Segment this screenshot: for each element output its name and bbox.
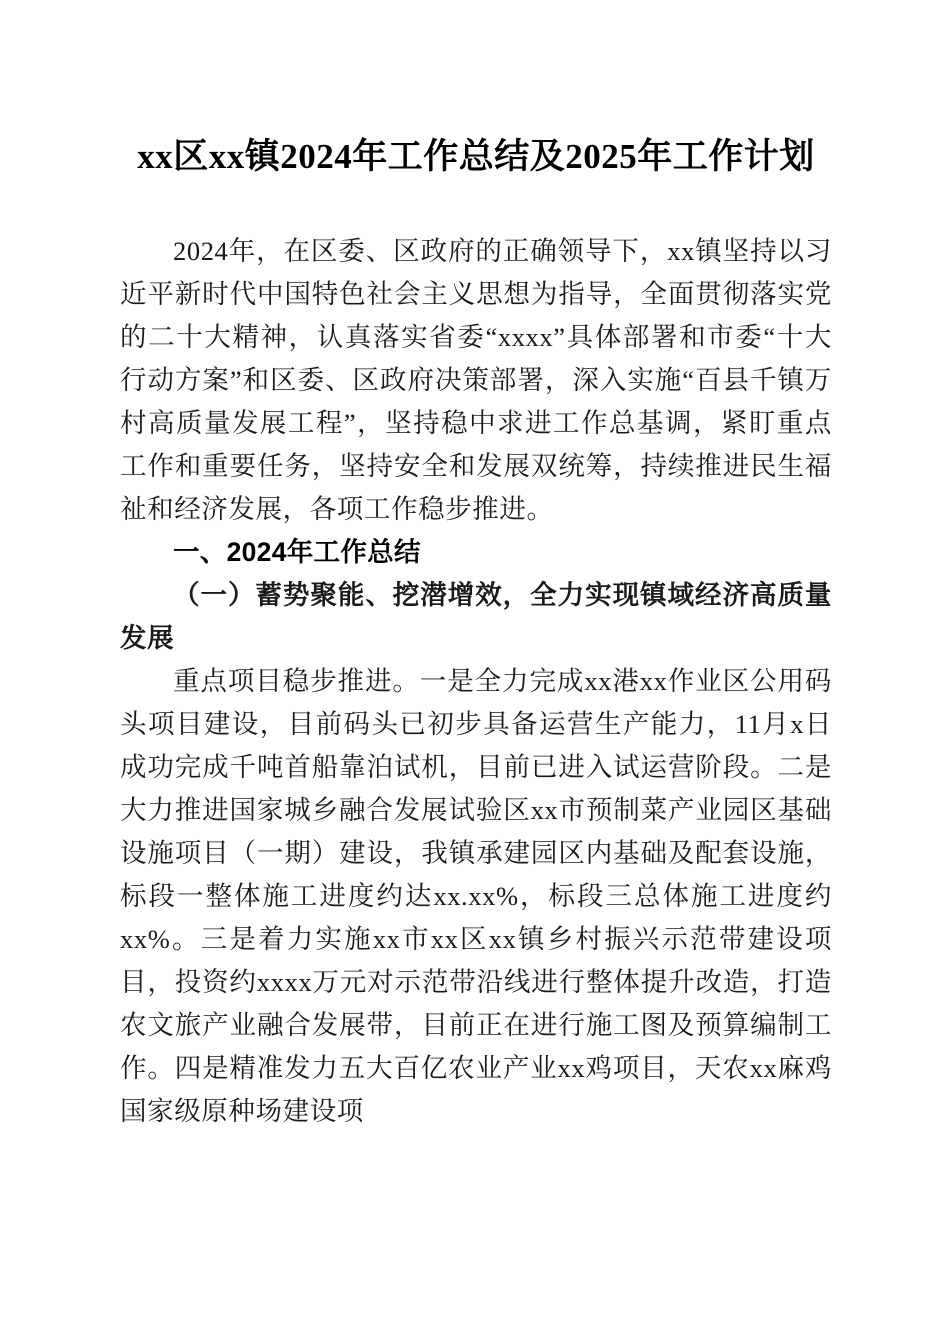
section-heading-1-1: （一）蓄势聚能、挖潜增效，全力实现镇域经济高质量发展 [120,580,832,653]
section-heading-1: 一、2024年工作总结 [173,537,421,567]
intro-paragraph: 2024年，在区委、区政府的正确领导下，xx镇坚持以习近平新时代中国特色社会主义思想为指导，全面贯彻落实党的二十大精神，认真落实省委“xxxx”具体部署和市委“十大行动方案”和区委、区政府决策部署，深入实施“百县千镇万村高质量发展工程”，坚持稳中求进工作总基调，紧盯重点工作和重要任务，坚持安全和发展双统筹，持续推进民生福祉和经济发展，各项工作稳步推进。 [120,236,832,524]
document-content [120,0,832,1133]
document-title: xx区xx镇2024年工作总结及2025年工作计划 [137,137,815,176]
section-1-1-paragraph: 重点项目稳步推进。一是全力完成xx港xx作业区公用码头项目建设，目前码头已初步具备运营生产能力，11月x日成功完成千吨首船靠泊试机，目前已进入试运营阶段。二是大力推进国家城乡融合发展试验区xx市预制菜产业园区基础设施项目（一期）建设，我镇承建园区内基础及配套设施，标段一整体施工进度约达xx.xx%，标段三总体施工进度约xx%。三是着力实施xx市xx区xx镇乡村振兴示范带建设项目，投资约xxxx万元对示范带沿线进行整体提升改造，打造农文旅产业融合发展带，目前正在进行施工图及预算编制工作。四是精准发力五大百亿农业产业xx鸡项目，天农xx麻鸡国家级原种场建设项 [120,666,832,1126]
